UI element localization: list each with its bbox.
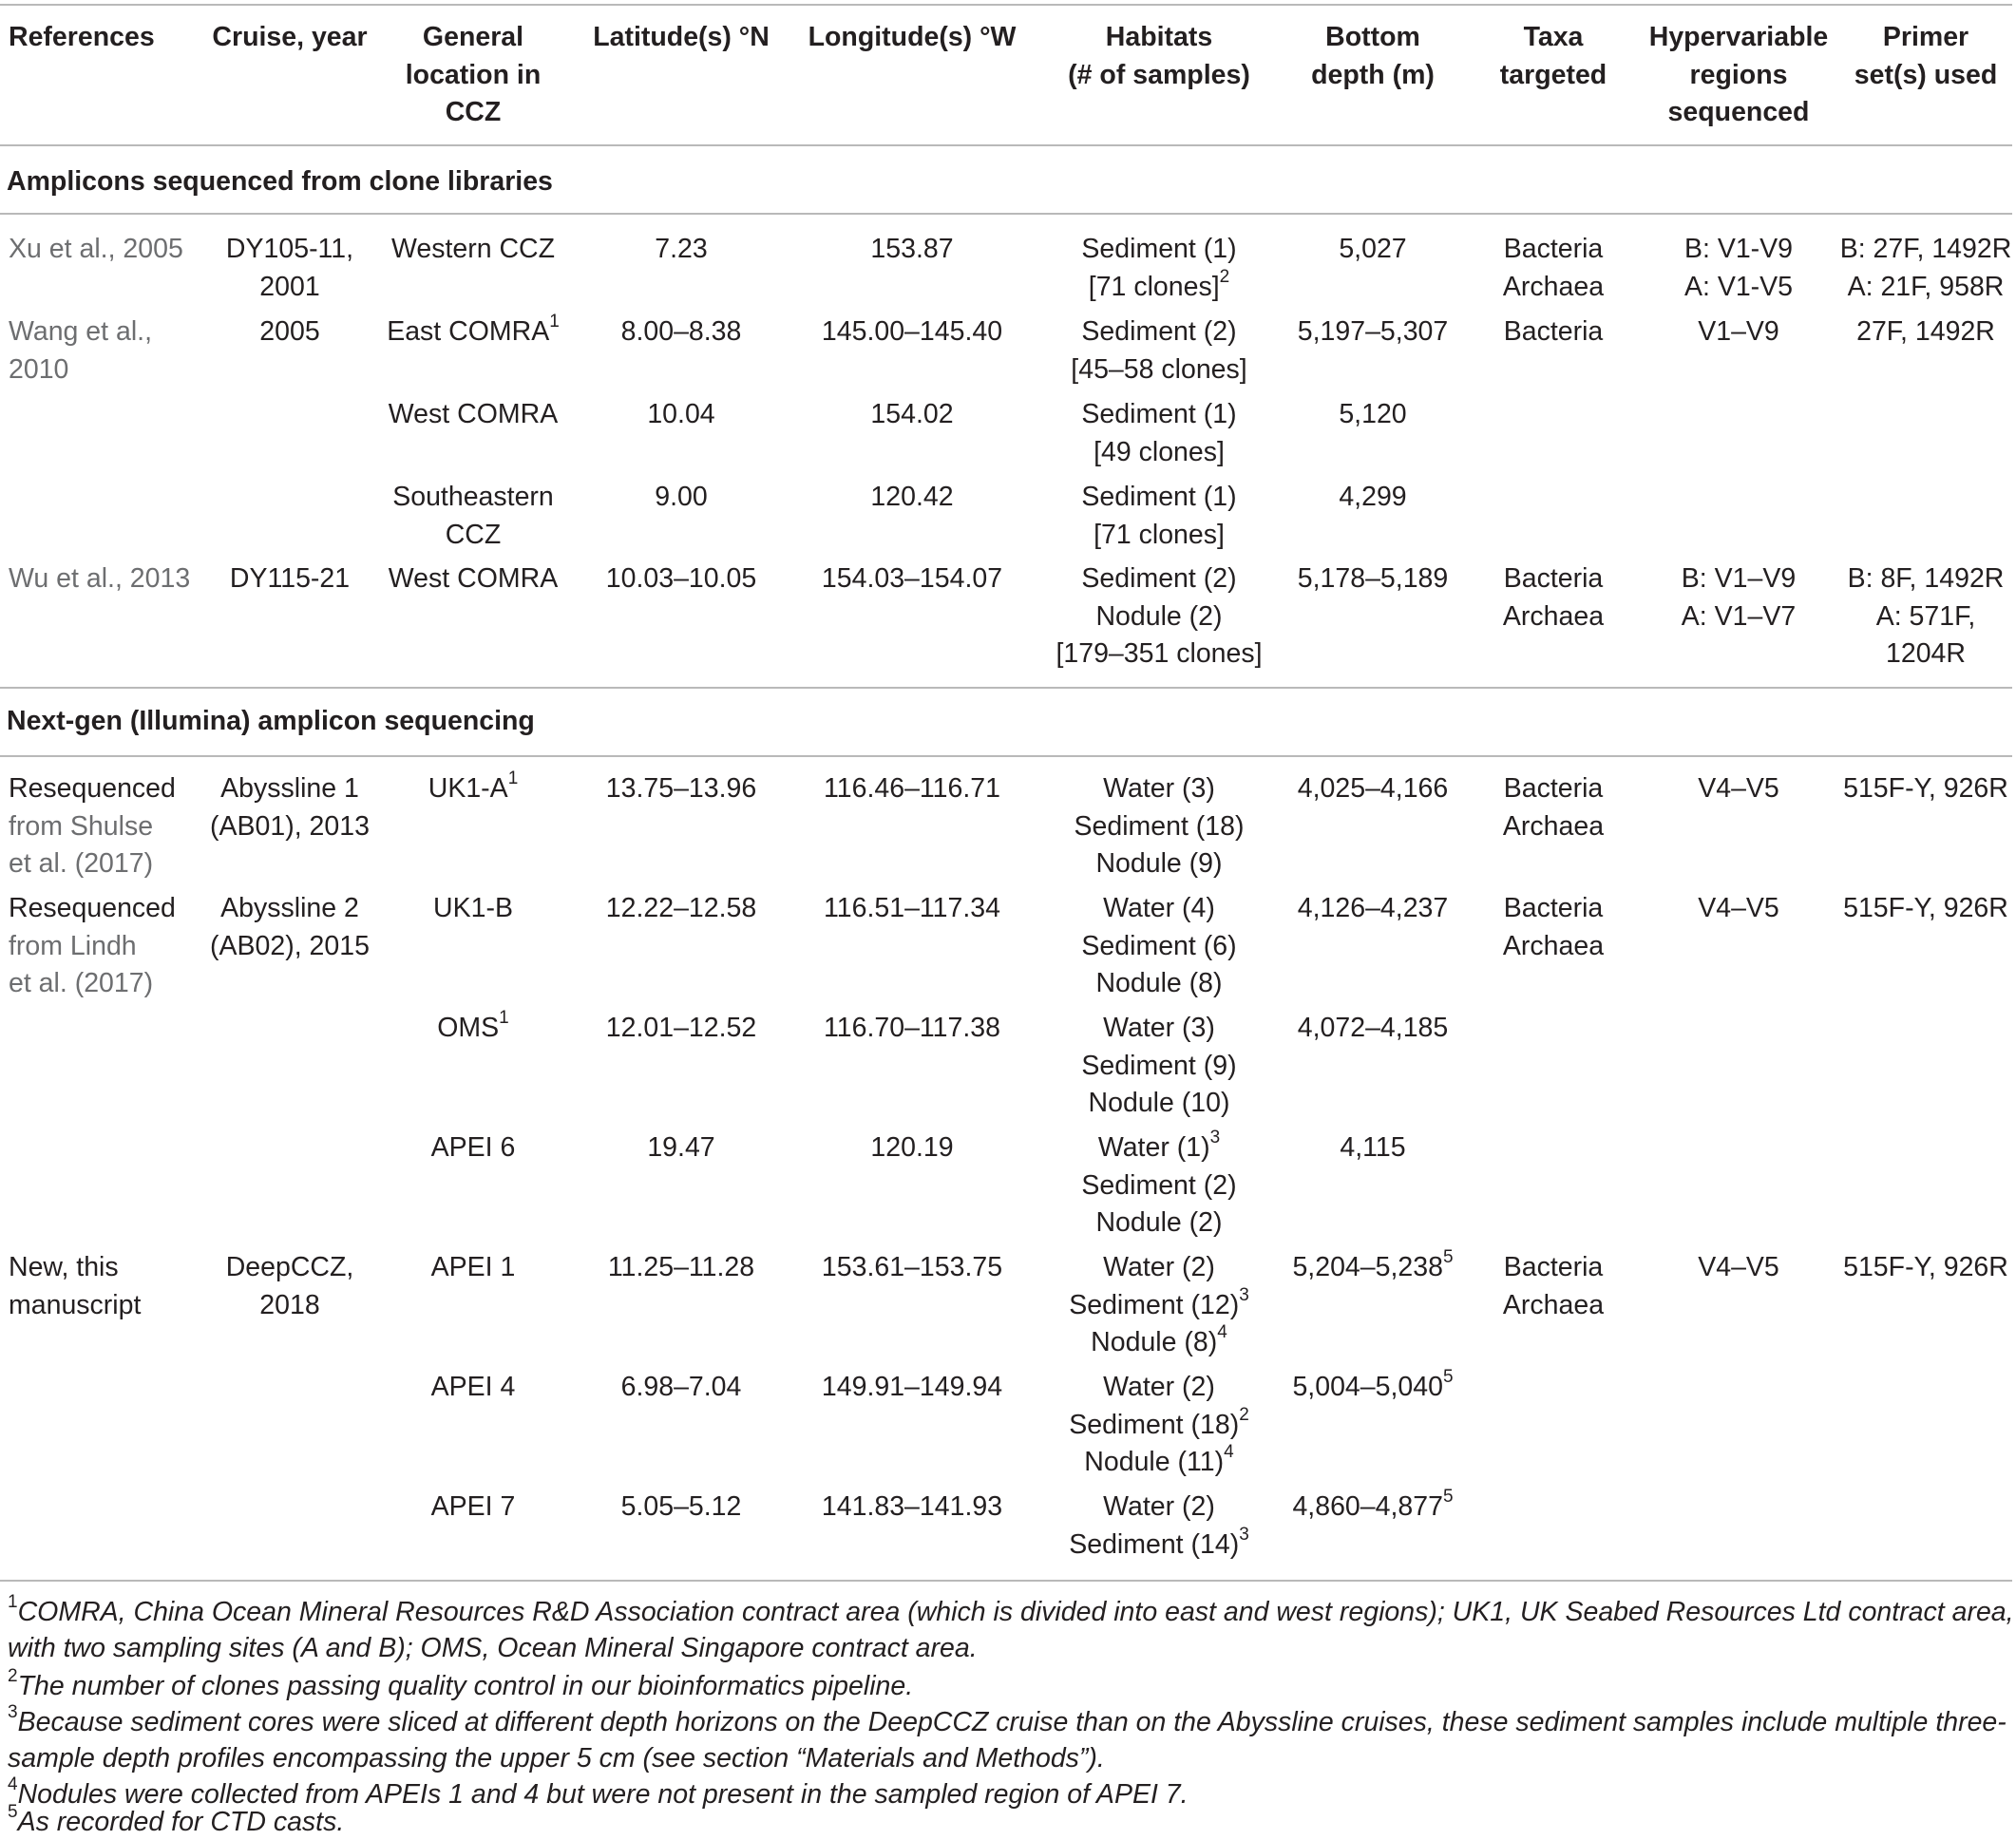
cell-depth: 4,126–4,237 <box>1297 893 1449 923</box>
cell-cruise <box>200 770 380 845</box>
cell-latitude: 10.04 <box>647 399 715 429</box>
cell-text: Water (1) <box>1097 1132 1210 1163</box>
cell-line: Archaea <box>1502 810 1605 842</box>
header-line: Bottom <box>1325 22 1420 52</box>
cell-line: 1204R <box>1886 638 1966 669</box>
cell-line: Abyssline 2 <box>220 893 359 923</box>
cell-line: Bacteria <box>1503 1252 1604 1282</box>
section-rule <box>0 213 2012 215</box>
cell-location <box>378 396 568 434</box>
cell-line: Xu et al., 2005 <box>9 234 183 264</box>
cell-line: (AB02), 2015 <box>210 930 370 961</box>
footnote-mark: 2 <box>1239 1404 1249 1425</box>
cell-line: [49 clones] <box>1094 436 1225 467</box>
cell-line: B: 8F, 1492R <box>1847 563 2005 594</box>
cell-latitude: 11.25–11.28 <box>607 1252 755 1282</box>
cell-habitats <box>1045 479 1273 554</box>
footnote-mark: 3 <box>1239 1284 1249 1305</box>
cell-line: UK1-B <box>433 893 513 923</box>
cell-latitude: 10.03–10.05 <box>605 563 757 594</box>
cell-line: Western CCZ <box>390 234 556 264</box>
reference-link[interactable]: et al. (2017) <box>9 968 154 998</box>
cell-latitude: 8.00–8.38 <box>620 316 742 347</box>
cell-habitats <box>1045 890 1273 1003</box>
cell-depth: 5,120 <box>1339 399 1407 429</box>
cell-line: Resequenced <box>9 773 176 804</box>
header-line: Longitude(s) °W <box>808 22 1017 52</box>
cell-taxa <box>1482 231 1625 306</box>
header-habitats <box>1045 19 1273 94</box>
header-line: sequenced <box>1667 97 1810 127</box>
cell-line <box>1045 266 1273 307</box>
cell-line: A: V1-V5 <box>1683 271 1794 302</box>
cell-reference <box>9 770 176 883</box>
cell-line: Bacteria <box>1503 234 1604 264</box>
footnote-line <box>8 1701 2006 1740</box>
cell-line: Bacteria <box>1503 893 1604 923</box>
cell-line: Sediment (2) <box>1081 563 1237 594</box>
cell-line: Nodule (8) <box>1095 968 1223 998</box>
cell-line: B: V1-V9 <box>1683 234 1794 264</box>
cell-line: V4–V5 <box>1698 773 1779 804</box>
cell-line: [179–351 clones] <box>1056 638 1263 669</box>
cell-line <box>1045 1441 1273 1482</box>
cell-habitats <box>1045 313 1273 389</box>
cell-primers <box>1835 231 2016 306</box>
cell-text: 5,204–5,238 <box>1292 1252 1443 1282</box>
cell-taxa <box>1482 770 1625 845</box>
header-line: General <box>422 22 524 52</box>
cell-line: V1–V9 <box>1698 316 1779 347</box>
cell-line: Archaea <box>1502 930 1605 961</box>
cell-line: Water (3) <box>1103 773 1215 804</box>
footnote-2 <box>8 1665 914 1704</box>
header-line: regions <box>1689 59 1788 90</box>
cell-primers <box>1835 1249 2016 1287</box>
reference-link[interactable]: from Lindh <box>9 930 137 961</box>
cell-line: Archaea <box>1502 271 1605 302</box>
cell-habitats <box>1045 1249 1273 1362</box>
cell-text: OMS <box>437 1013 500 1043</box>
cell-location <box>378 1369 568 1407</box>
footnote-text: Nodules were collected from APEIs 1 and 4 but were not present in the sampled region of APEI 7. <box>17 1779 1189 1810</box>
cell-line: Wu et al., 2013 <box>9 563 191 594</box>
cell-line: APEI 6 <box>430 1132 516 1163</box>
top-rule <box>0 4 2012 6</box>
footnote-text: Because sediment cores were sliced at different depth horizons on the DeepCCZ cruise than on the Abyssline cruises, these sediment samples include multiple three- <box>17 1707 2006 1737</box>
cell-reference <box>9 1249 141 1324</box>
cell-text: Sediment (18) <box>1069 1409 1240 1440</box>
cell-text: UK1-A <box>428 773 508 804</box>
header-line: Primer <box>1882 22 1969 52</box>
cell-longitude: 149.91–149.94 <box>821 1372 1003 1402</box>
cell-text: Nodule (11) <box>1084 1447 1225 1477</box>
cell-longitude: 116.46–116.71 <box>824 773 1000 804</box>
footnote-1 <box>8 1591 2014 1666</box>
cell-line: 515F-Y, 926R <box>1843 893 2008 923</box>
cell-line <box>378 313 568 351</box>
cell-text: [71 clones] <box>1088 271 1220 302</box>
cell-line: [71 clones] <box>1094 519 1225 550</box>
footnote-marker: 4 <box>8 1774 18 1794</box>
header-line: Hypervariable <box>1648 22 1829 52</box>
footnote-line <box>8 1665 914 1704</box>
cell-location <box>378 313 568 351</box>
cell-habitats <box>1045 560 1273 673</box>
header-line: CCZ <box>445 97 502 127</box>
cell-reference[interactable] <box>9 313 152 389</box>
cell-text: Sediment (14) <box>1069 1528 1240 1560</box>
cell-line <box>1045 1129 1273 1167</box>
cell-line <box>1045 1284 1273 1325</box>
cell-regions <box>1639 560 1838 635</box>
cell-location <box>378 890 568 928</box>
cell-line: Nodule (9) <box>1095 848 1223 879</box>
header-line: set(s) used <box>1854 59 1998 90</box>
header-regions <box>1639 19 1838 132</box>
cell-line: Abyssline 1 <box>220 773 359 804</box>
header-line: depth (m) <box>1311 59 1435 90</box>
cell-cruise <box>200 1249 380 1324</box>
footnote-text: As recorded for CTD casts. <box>17 1807 345 1837</box>
cell-text: Sediment (12) <box>1069 1289 1240 1320</box>
cell-cruise <box>200 560 380 598</box>
cell-text: 5,004–5,040 <box>1292 1372 1443 1402</box>
header-primers <box>1835 19 2016 94</box>
cell-primers <box>1835 770 2016 808</box>
cell-depth <box>1273 1366 1473 1407</box>
cell-cruise <box>200 890 380 965</box>
cell-primers <box>1835 890 2016 928</box>
cell-location <box>378 1129 568 1167</box>
cell-line <box>1045 1524 1273 1565</box>
footnote-marker: 1 <box>8 1591 18 1612</box>
cell-regions <box>1639 890 1838 928</box>
header-latitude <box>580 19 783 57</box>
header-taxa <box>1482 19 1625 94</box>
footnote-mark: 3 <box>1209 1127 1221 1148</box>
cell-line: B: V1–V9 <box>1681 563 1797 594</box>
cell-depth: 4,299 <box>1339 482 1407 512</box>
cell-regions <box>1639 1249 1838 1287</box>
footnote-marker: 3 <box>8 1701 18 1722</box>
cell-line: V4–V5 <box>1698 1252 1779 1282</box>
cell-location <box>378 560 568 598</box>
header-line: References <box>9 22 155 52</box>
cell-primers <box>1835 560 2016 673</box>
cell-line: Water (4) <box>1103 893 1215 923</box>
section-rule <box>0 755 2012 757</box>
cell-longitude: 153.87 <box>870 234 954 264</box>
cell-text: East COMRA <box>387 316 550 347</box>
cell-line: APEI 4 <box>430 1372 516 1402</box>
footnote-mark: 5 <box>1442 1366 1454 1387</box>
footnote-line <box>8 1591 2014 1630</box>
cell-depth: 5,197–5,307 <box>1297 316 1449 347</box>
footnote-text: The number of clones passing quality control in our bioinformatics pipeline. <box>17 1671 914 1701</box>
cell-habitats <box>1045 231 1273 306</box>
cell-line: Resequenced <box>9 893 176 923</box>
cell-longitude: 154.02 <box>870 399 954 429</box>
cell-line: Sediment (9) <box>1081 1050 1237 1081</box>
cell-line: Sediment (1) <box>1081 234 1237 264</box>
cell-taxa <box>1482 313 1625 351</box>
header-longitude <box>798 19 1026 57</box>
header-line: targeted <box>1499 59 1607 90</box>
cell-line: 2010 <box>9 353 69 385</box>
cell-line: DY105-11, <box>225 234 354 264</box>
footnote-mark: 4 <box>1217 1321 1227 1342</box>
cell-longitude: 120.19 <box>870 1132 954 1163</box>
header-line: location in <box>405 59 542 90</box>
cell-location <box>378 231 568 269</box>
cell-longitude: 120.42 <box>870 482 954 512</box>
cell-line: 515F-Y, 926R <box>1843 773 2008 804</box>
cell-text: 4,860–4,877 <box>1292 1491 1443 1522</box>
cell-longitude: 153.61–153.75 <box>821 1252 1003 1282</box>
header-cruise <box>200 19 380 57</box>
cell-depth <box>1273 1246 1473 1287</box>
cell-regions <box>1639 313 1838 351</box>
cell-longitude: 145.00–145.40 <box>821 316 1003 347</box>
footnote-mark: 1 <box>499 1007 509 1028</box>
cell-line: Sediment (1) <box>1081 399 1237 429</box>
cell-location <box>378 1007 568 1048</box>
cell-taxa <box>1482 890 1625 965</box>
cell-cruise <box>200 313 380 351</box>
cell-line: Southeastern <box>392 482 554 512</box>
header-line: Cruise, year <box>212 22 368 52</box>
cell-line: Bacteria <box>1503 563 1604 594</box>
footnote-line: sample depth profiles encompassing the upper 5 cm (see section “Materials and Methods”). <box>8 1743 1105 1774</box>
cell-depth <box>1273 1486 1473 1527</box>
cell-longitude: 141.83–141.93 <box>821 1491 1003 1522</box>
cell-longitude: 154.03–154.07 <box>821 563 1003 594</box>
cell-location <box>378 1249 568 1287</box>
cell-line <box>378 1007 568 1048</box>
cell-line: Water (3) <box>1103 1013 1215 1043</box>
cell-line: Archaea <box>1502 600 1605 632</box>
cell-line: Sediment (2) <box>1081 316 1237 347</box>
cell-line: A: 21F, 958R <box>1847 271 2005 302</box>
header-references <box>9 19 155 57</box>
cell-location <box>378 770 568 808</box>
cell-line: 2005 <box>259 316 320 347</box>
footnote-mark: 4 <box>1224 1441 1234 1462</box>
cell-latitude: 13.75–13.96 <box>605 773 757 804</box>
header-depth <box>1273 19 1473 94</box>
footnote-mark: 1 <box>507 768 519 788</box>
cell-line: 27F, 1492R <box>1856 316 1995 347</box>
footnote-text: COMRA, China Ocean Mineral Resources R&D Association contract area (which is divided into east and west regions); UK1, UK Seabed Resources Ltd contract area, <box>17 1597 2014 1627</box>
header-line: Habitats <box>1105 22 1213 52</box>
header-line: (# of samples) <box>1068 59 1250 90</box>
cell-taxa <box>1482 560 1625 635</box>
cell-line: manuscript <box>9 1289 142 1320</box>
cell-cruise <box>200 231 380 306</box>
footnote-marker: 5 <box>8 1801 18 1822</box>
cell-line: Water (2) <box>1103 1372 1215 1402</box>
cell-habitats <box>1045 1369 1273 1482</box>
cell-line: New, this <box>9 1252 119 1282</box>
footnote-mark: 5 <box>1442 1246 1454 1267</box>
cell-text: Nodule (8) <box>1091 1327 1218 1357</box>
cell-line: (AB01), 2013 <box>210 810 370 842</box>
cell-line: Water (2) <box>1103 1491 1215 1522</box>
cell-line: Sediment (2) <box>1081 1169 1237 1201</box>
cell-depth: 5,178–5,189 <box>1297 563 1449 594</box>
cell-latitude: 12.22–12.58 <box>605 893 757 923</box>
cell-line: West COMRA <box>388 563 559 594</box>
cell-line: B: 27F, 1492R <box>1839 234 2012 264</box>
cell-reference <box>9 890 176 1003</box>
cell-depth: 4,072–4,185 <box>1297 1013 1449 1043</box>
cell-line: APEI 7 <box>430 1491 516 1522</box>
cell-longitude: 116.70–117.38 <box>824 1013 1000 1043</box>
cell-line <box>1045 1404 1273 1445</box>
cell-line: CCZ <box>445 519 502 550</box>
cell-latitude: 9.00 <box>655 482 708 512</box>
section-divider <box>0 687 2012 689</box>
footnote-mark: 1 <box>549 311 560 332</box>
cell-line: DY115-21 <box>229 563 351 594</box>
cell-habitats <box>1045 1489 1273 1564</box>
cell-line: West COMRA <box>388 399 559 429</box>
cell-line: APEI 1 <box>430 1252 516 1282</box>
cell-line: Sediment (1) <box>1081 482 1237 512</box>
cell-line: Sediment (18) <box>1074 810 1245 842</box>
header-location <box>378 19 568 132</box>
footnote-mark: 3 <box>1239 1524 1249 1545</box>
cell-line: [45–58 clones] <box>1071 353 1247 385</box>
cell-line: Nodule (10) <box>1088 1088 1230 1118</box>
cell-habitats <box>1045 770 1273 883</box>
cell-line: A: 571F, <box>1875 600 1976 632</box>
cell-regions <box>1639 231 1838 306</box>
bottom-rule <box>0 1580 2012 1582</box>
header-rule <box>0 144 2012 146</box>
footnote-line: with two sampling sites (A and B); OMS, Ocean Mineral Singapore contract area. <box>8 1633 978 1663</box>
footnote-mark: 2 <box>1219 266 1230 287</box>
cell-line: Archaea <box>1502 1289 1605 1320</box>
cell-line: Bacteria <box>1503 773 1604 804</box>
cell-line: Nodule (2) <box>1095 1207 1223 1238</box>
cell-line: Bacteria <box>1503 316 1604 347</box>
cell-line: Water (2) <box>1103 1252 1215 1282</box>
cell-line <box>378 770 568 808</box>
cell-primers <box>1835 313 2016 351</box>
cell-habitats <box>1045 1010 1273 1123</box>
cell-latitude: 6.98–7.04 <box>620 1372 742 1402</box>
header-line: Latitude(s) °N <box>593 22 770 52</box>
footnote-line <box>8 1801 345 1840</box>
reference-link[interactable]: et al. (2017) <box>9 848 154 879</box>
cell-line: 515F-Y, 926R <box>1843 1252 2008 1282</box>
cell-latitude: 12.01–12.52 <box>605 1013 757 1043</box>
cell-location <box>378 479 568 554</box>
cell-line: Nodule (2) <box>1095 600 1223 632</box>
cell-habitats <box>1045 1129 1273 1242</box>
header-line: Taxa <box>1523 22 1584 52</box>
section-title: Amplicons sequenced from clone libraries <box>7 166 553 197</box>
cell-latitude: 7.23 <box>655 234 708 264</box>
cell-line: 2001 <box>259 271 320 302</box>
cell-depth: 5,027 <box>1339 234 1407 264</box>
cell-depth: 4,025–4,166 <box>1297 773 1449 804</box>
footnote-marker: 2 <box>8 1665 18 1686</box>
cell-location <box>378 1489 568 1527</box>
cell-habitats <box>1045 396 1273 471</box>
cell-reference[interactable] <box>9 560 190 598</box>
footnote-3 <box>8 1701 2006 1776</box>
cell-latitude: 19.47 <box>647 1132 715 1163</box>
cell-depth: 4,115 <box>1340 1132 1406 1163</box>
cell-regions <box>1639 770 1838 808</box>
cell-taxa <box>1482 1249 1625 1324</box>
footnote-5 <box>8 1801 345 1840</box>
cell-line: Wang et al., <box>9 316 153 347</box>
cell-line <box>1045 1321 1273 1362</box>
cell-line: A: V1–V7 <box>1681 600 1797 632</box>
cell-longitude: 116.51–117.34 <box>824 893 1000 923</box>
cell-line: V4–V5 <box>1698 893 1779 923</box>
section-title: Next-gen (Illumina) amplicon sequencing <box>7 706 535 736</box>
reference-link[interactable]: from Shulse <box>9 810 154 842</box>
cell-reference[interactable] <box>9 231 183 269</box>
cell-latitude: 5.05–5.12 <box>620 1491 742 1522</box>
cell-line: DeepCCZ, <box>225 1252 354 1282</box>
cell-line: 2018 <box>259 1289 320 1320</box>
footnote-mark: 5 <box>1442 1486 1454 1507</box>
cell-line: Sediment (6) <box>1081 930 1237 961</box>
